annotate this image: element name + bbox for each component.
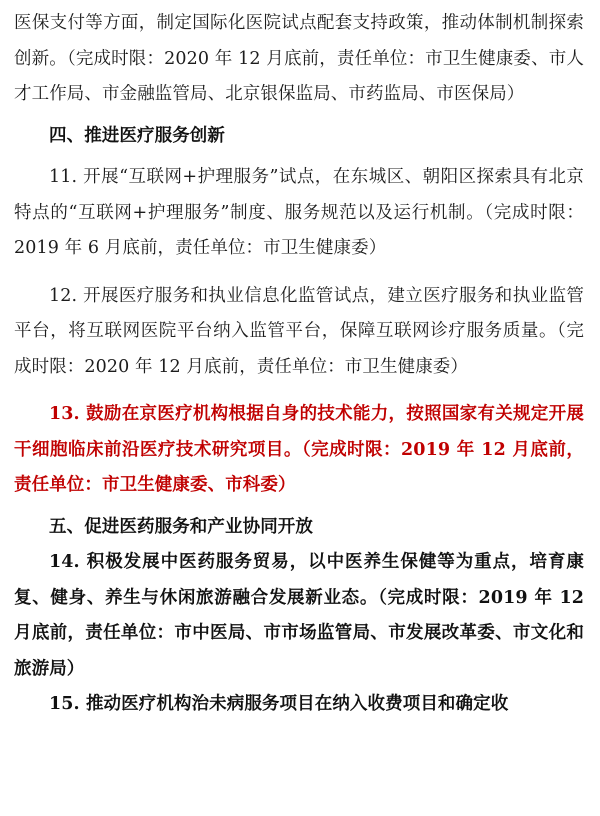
paragraph-15: 15. 推动医疗机构治未病服务项目在纳入收费项目和确定收 — [49, 694, 509, 714]
paragraph-10-continued: 医保支付等方面，制定国际化医院试点配套支持政策，推动体制机制探索创新。（完成时限：2020 年 12 月底前，责任单位：市卫生健康委、市人才工作局、市金融监管局、北京银保监局、市药监局、市医保局） — [14, 13, 584, 104]
paragraph-14: 14. 积极发展中医药服务贸易，以中医养生保健等为重点，培育康复、健身、养生与休闲旅游融合发展新业态。（完成时限：2019 年 12 月底前，责任单位：市中医局、市市场监管局、市发展改革委、市文化和旅游局） — [14, 552, 584, 679]
paragraph-13-highlighted: 13. 鼓励在京医疗机构根据自身的技术能力，按照国家有关规定开展干细胞临床前沿医疗技术研究项目。（完成时限：2019 年 12 月底前，责任单位：市卫生健康委、市科委） — [14, 404, 584, 495]
spacer — [14, 267, 584, 279]
paragraph-12: 12. 开展医疗服务和执业信息化监管试点，建立医疗服务和执业监管平台，将互联网医院平台纳入监管平台，保障互联网诊疗服务质量。（完成时限：2020 年 12 月底前，责任单位：市卫生健康委） — [14, 285, 584, 377]
spacer — [14, 385, 584, 397]
section-heading-four: 四、推进医疗服务创新 — [49, 125, 225, 146]
section-heading-five: 五、促进医药服务和产业协同开放 — [49, 516, 313, 537]
paragraph-11: 11. 开展“互联网+护理服务”试点，在东城区、朝阳区探索具有北京特点的“互联网+护理服务”制度、服务规范以及运行机制。（完成时限：2019 年 6 月底前，责任单位：市卫生健康委） — [14, 167, 584, 258]
